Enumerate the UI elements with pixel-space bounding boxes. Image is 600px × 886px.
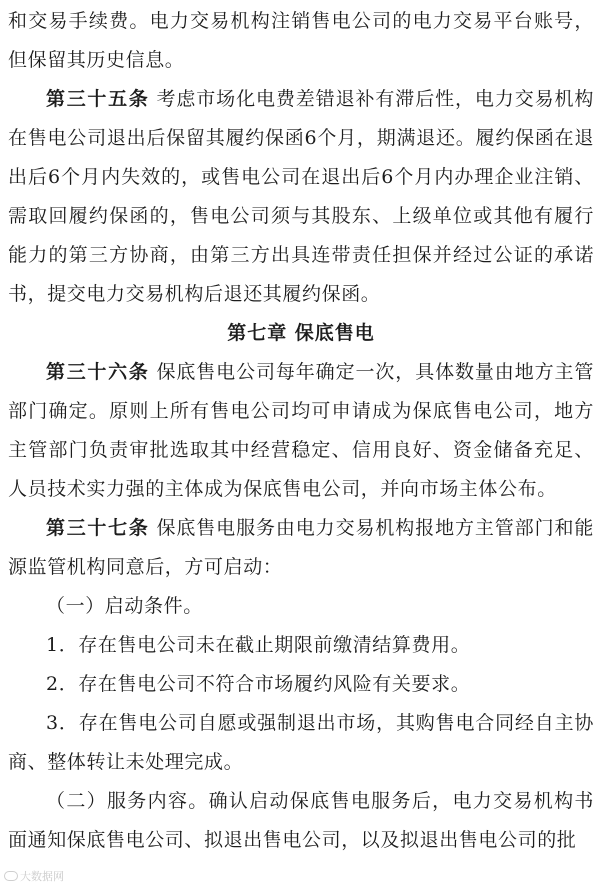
article-35-label: 第三十五条 <box>46 88 150 110</box>
condition-item-1: 1．存在售电公司未在截止期限前缴清结算费用。 <box>46 634 471 656</box>
article-37-text: 保底售电服务由电力交易机构报地方主管部门和能源监管机构同意后，方可启动： <box>8 517 595 578</box>
watermark <box>4 868 64 884</box>
chapter-title: 第七章 保底售电 <box>227 322 375 344</box>
article-37-label: 第三十七条 <box>46 517 150 539</box>
paragraph-continuation: 和交易手续费。电力交易机构注销售电公司的电力交易平台账号，但保留其历史信息。 <box>8 10 594 71</box>
condition-item-2: 2．存在售电公司不符合市场履约风险有关要求。 <box>46 673 471 695</box>
article-37 <box>8 509 594 587</box>
condition-item-3: 3．存在售电公司自愿或强制退出市场，其购售电合同经自主协商、整体转让未处理完成。 <box>8 712 594 773</box>
article-35 <box>8 80 594 314</box>
weibo-logo-icon <box>4 871 18 881</box>
section-trigger-conditions: （一）启动条件。 <box>46 595 203 617</box>
article-35-text: 考虑市场化电费差错退补有滞后性，电力交易机构在售电公司退出后保留其履约保函6个月，期满退还。履约保函在退出后6个月内失效的，或售电公司在退出后6个月内办理企业注销、需取回履约保函的，售电公司须与其股东、上级单位或其他有履行能力的第三方协商，由第三方出具连带责任担保并经过公证的承诺书，提交电力交易机构后退还其履约保函。 <box>8 88 595 305</box>
article-36-text: 保底售电公司每年确定一次，具体数量由地方主管部门确定。原则上所有售电公司均可申请成为保底售电公司，地方主管部门负责审批选取其中经营稳定、信用良好、资金储备充足、人员技术实力强的主体成为保底售电公司，并向市场主体公布。 <box>8 361 595 500</box>
section-service-content: （二）服务内容。确认启动保底售电服务后，电力交易机构书面通知保底售电公司、拟退出售电公司，以及拟退出售电公司的批 <box>8 790 594 851</box>
article-36 <box>8 353 594 509</box>
watermark-text: 大数据网 <box>20 870 64 883</box>
article-36-label: 第三十六条 <box>46 361 150 383</box>
